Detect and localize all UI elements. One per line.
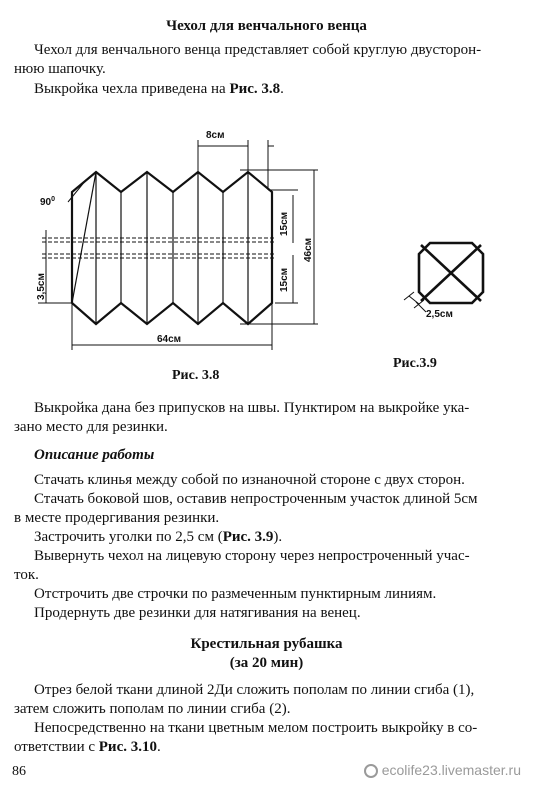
page-number: 86	[12, 764, 26, 779]
label-2-5cm: 2,5см	[426, 309, 453, 320]
intro-paragraph	[14, 41, 519, 79]
figure-ref: Рис. 3.8	[229, 81, 281, 97]
section-2-subtitle: (за 20 мин)	[229, 655, 304, 671]
section-2-paragraph-1: Отрез белой ткани длиной 2Ди сложить пополам по линии сгиба (1), затем сложить пополам по линии сгиба (2).	[14, 682, 475, 717]
section-2-paragraph-2: Непосредственно на ткани цветным мелом построить выкройку в со- ответствии с Рис. 3.10.	[14, 720, 478, 755]
label-15cm-top: 15см	[279, 211, 290, 236]
elastic-dashed-lines	[42, 238, 275, 258]
label-64cm: 64см	[157, 334, 182, 345]
pattern-figures	[0, 118, 533, 388]
intro-line-1: Чехол для венчального венца представляет собой круглую двусторон-	[34, 42, 482, 58]
pattern-fold-lines	[72, 172, 248, 324]
figure-3-9-caption: Рис.3.9	[393, 356, 437, 371]
figure-3-8-caption: Рис. 3.8	[172, 368, 220, 383]
label-46cm: 46см	[303, 237, 314, 262]
figure-ref: Рис. 3.9	[222, 529, 274, 545]
work-step-2: Стачать боковой шов, оставив непростроченным участок длиной 5см в месте продергивания резинки.	[14, 491, 478, 526]
work-step-6: Продернуть две резинки для натягивания на венец.	[34, 605, 361, 621]
work-description-heading: Описание работы	[34, 447, 155, 463]
pattern-outline	[72, 172, 272, 324]
work-step-1: Стачать клинья между собой по изнаночной стороне с двух сторон.	[34, 472, 465, 488]
label-3-5cm: 3,5см	[36, 273, 47, 300]
section-title: Чехол для венчального венца	[166, 18, 367, 34]
label-15cm-bottom: 15см	[279, 267, 290, 292]
corner-pattern	[419, 243, 483, 303]
figure-ref: Рис. 3.10	[98, 739, 157, 755]
work-step-3: Застрочить уголки по 2,5 см (Рис. 3.9).	[34, 529, 283, 545]
pattern-reference-paragraph: Выкройка чехла приведена на Рис. 3.8.	[34, 81, 284, 97]
watermark: ecolife23.livemaster.ru	[364, 762, 521, 778]
work-step-5: Отстрочить две строчки по размеченным пунктирным линиям.	[34, 586, 437, 602]
label-8cm: 8см	[206, 130, 225, 141]
work-step-4: Вывернуть чехол на лицевую сторону через непростроченный учас- ток.	[14, 548, 470, 583]
pattern-note-paragraph: Выкройка дана без припусков на швы. Пунктиром на выкройке ука- зано место для резинки.	[14, 400, 470, 435]
watermark-logo-icon	[364, 764, 378, 778]
dimension-lines	[38, 140, 318, 350]
section-2-title: Крестильная рубашка	[190, 636, 343, 652]
label-90-degrees: $90^0$	[40, 196, 56, 208]
intro-line-2: нюю шапочку.	[14, 61, 106, 77]
